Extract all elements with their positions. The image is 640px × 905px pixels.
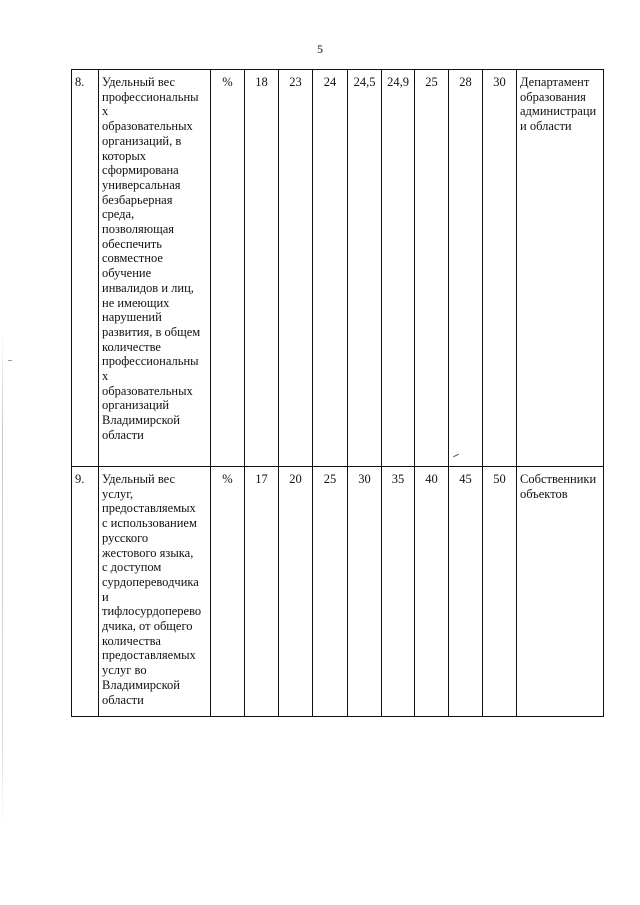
- indicator-name: [99, 70, 211, 467]
- margin-mark: [8, 360, 12, 361]
- indicator-name-line: дчика, от общего: [102, 619, 193, 634]
- table-row: [72, 70, 604, 467]
- indicators-table: [71, 69, 604, 717]
- value-cell: 45: [449, 467, 483, 717]
- indicator-name-line: с использованием: [102, 516, 197, 531]
- indicator-name-line: предоставляемых: [102, 648, 196, 663]
- indicator-name-line: развития, в общем: [102, 324, 201, 339]
- responsible-line: образования: [520, 89, 586, 104]
- row-number: 8.: [72, 70, 99, 467]
- indicator-name-line: которых: [102, 148, 146, 163]
- indicator-name-line: Владимирской: [102, 677, 180, 692]
- value-cell: 20: [279, 467, 313, 717]
- indicator-name-line: инвалидов и лиц,: [102, 280, 194, 295]
- indicator-name-line: количества: [102, 633, 161, 648]
- indicator-name-line: Владимирской: [102, 413, 180, 428]
- value-cell: 35: [382, 467, 415, 717]
- page-edge-shadow: [2, 330, 3, 830]
- responsible-executor: [517, 70, 604, 467]
- responsible-line: и области: [520, 119, 572, 134]
- indicator-name-line: обучение: [102, 266, 152, 281]
- table-body: [72, 70, 604, 717]
- indicator-name-line: организаций, в: [102, 133, 182, 148]
- indicator-name-line: среда,: [102, 207, 135, 222]
- indicator-name-line: образовательных: [102, 119, 193, 134]
- indicator-name-line: образовательных: [102, 383, 193, 398]
- value-cell: 18: [245, 70, 279, 467]
- indicator-name-line: профессиональны: [102, 354, 199, 369]
- indicator-name-line: сурдопереводчика: [102, 574, 199, 589]
- indicator-name-line: нарушений: [102, 310, 162, 325]
- value-cell: 17: [245, 467, 279, 717]
- value-cell: 24,9: [382, 70, 415, 467]
- indicator-name-line: Удельный вес: [102, 75, 176, 89]
- indicator-name: [99, 467, 211, 717]
- responsible-line: Департамент: [520, 75, 590, 89]
- indicator-name-line: универсальная: [102, 177, 181, 192]
- indicator-name-line: предоставляемых: [102, 501, 196, 516]
- value-cell: 24,5: [348, 70, 382, 467]
- indicator-name-line: х: [102, 104, 109, 119]
- value-cell: 25: [313, 467, 348, 717]
- unit-cell: %: [211, 70, 245, 467]
- indicator-name-line: жестового языка,: [102, 545, 194, 560]
- value-cell: 24: [313, 70, 348, 467]
- indicator-name-line: области: [102, 427, 144, 442]
- row-number: 9.: [72, 467, 99, 717]
- indicator-name-line: с доступом: [102, 560, 162, 575]
- indicator-name-line: сформирована: [102, 163, 179, 178]
- indicator-name-line: х: [102, 369, 109, 384]
- responsible-line: Собственники: [520, 472, 597, 486]
- value-cell: 40: [415, 467, 449, 717]
- value-cell: 30: [483, 70, 517, 467]
- indicator-name-line: тифлосурдоперево: [102, 604, 202, 619]
- indicator-name-line: безбарьерная: [102, 192, 173, 207]
- table-row: [72, 467, 604, 717]
- responsible-line: объектов: [520, 486, 568, 501]
- indicator-name-line: обеспечить: [102, 236, 162, 251]
- indicator-name-line: не имеющих: [102, 295, 170, 310]
- indicator-name-line: позволяющая: [102, 222, 175, 237]
- value-cell: 28: [449, 70, 483, 467]
- responsible-executor: [517, 467, 604, 717]
- indicator-name-line: области: [102, 692, 144, 707]
- indicator-name-line: совместное: [102, 251, 163, 266]
- indicator-name-line: профессиональны: [102, 89, 199, 104]
- indicator-name-line: и: [102, 589, 109, 604]
- unit-cell: %: [211, 467, 245, 717]
- value-cell: 23: [279, 70, 313, 467]
- indicator-name-line: русского: [102, 530, 149, 545]
- indicator-name-line: количестве: [102, 339, 161, 354]
- value-cell: 50: [483, 467, 517, 717]
- indicator-name-line: услуг,: [102, 486, 134, 501]
- indicator-name-line: услуг во: [102, 663, 147, 678]
- value-cell: 25: [415, 70, 449, 467]
- indicator-name-line: организаций: [102, 398, 170, 413]
- value-cell: 30: [348, 467, 382, 717]
- page-number: 5: [317, 42, 323, 56]
- responsible-line: администраци: [520, 104, 597, 119]
- indicator-name-line: Удельный вес: [102, 472, 176, 486]
